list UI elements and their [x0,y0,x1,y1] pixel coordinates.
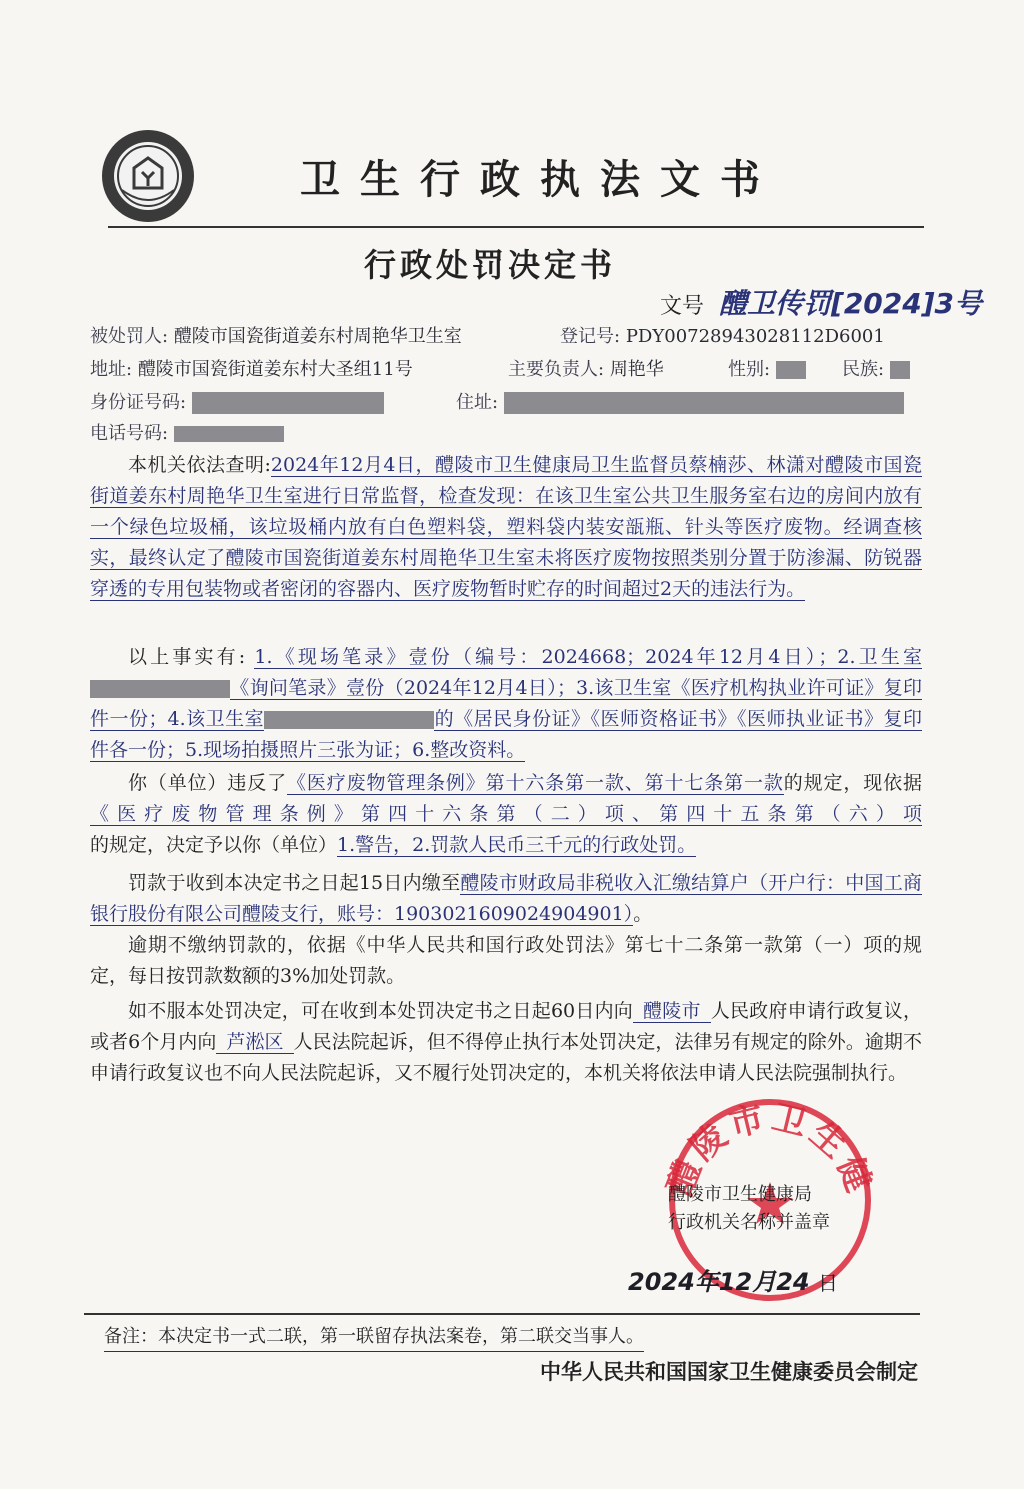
header-rule [108,226,924,228]
appeal-paragraph [90,996,922,1089]
footer-rule [84,1313,920,1315]
ethnic-label: 民族: [842,359,885,380]
decision-text-e: 的规定，决定予以你（单位） [90,834,338,856]
decision-basis-law: 《医疗废物管理条例》第四十六条第（二）项、第四十五条第（六）项 [90,803,922,825]
payment-paragraph [90,868,922,930]
id-redaction [192,392,384,414]
appeal-court: 芦淞区 [216,1031,293,1054]
facts-lead: 本机关依法查明: [128,454,271,476]
address-row [90,355,413,381]
phone-redaction [174,426,284,442]
evidence-redaction-2 [264,711,434,729]
decision-violated-law: 《医疗废物管理条例》第十六条第一款、第十七条第一款 [286,772,784,794]
appeal-text-a: 如不服本处罚决定，可在收到本处罚决定书之日起60日内向 [128,1000,634,1022]
health-inspection-emblem [100,128,196,224]
residence-row [456,388,904,414]
gender-label: 性别: [728,359,771,380]
gender-row [728,355,806,381]
decision-text-a: 你（单位）违反了 [128,772,287,794]
payment-text-c: 。 [633,903,653,925]
seal-text: 醴陵市卫生健 [660,1097,880,1202]
issuing-agency: 醴陵市卫生健康局 [668,1184,812,1205]
id-label: 身份证号码: [90,392,187,413]
issue-date-handwritten: 2024年12月24 [628,1268,810,1296]
evidence-text-b: 《询问笔录》壹份（2024年12月4日）；3.该卫生室《医疗机构执业许可证》复印件一份；4.该卫生室 [90,677,922,730]
document-number [660,282,982,322]
residence-label: 住址: [456,392,499,413]
party-name-value: 醴陵市国瓷街道姜东村周艳华卫生室 [173,326,462,347]
appeal-text-b: 人民政府申请行政复议，或者6个月内向 [90,1000,922,1053]
phone-row [90,419,284,445]
head-label: 主要负责人: [508,359,605,380]
document-sub-title: 行政处罚决定书 [363,246,616,284]
phone-label: 电话号码: [90,423,169,444]
evidence-lead: 以上事实有: [128,646,246,668]
gender-redaction [776,361,806,379]
payment-text-a: 罚款于收到本决定书之日起15日内缴至 [128,872,461,894]
late-payment-paragraph [90,930,922,992]
registration-row [560,322,885,348]
decision-penalty: 1.警告，2.罚款人民币三千元的行政处罚。 [337,834,697,856]
ethnic-redaction [890,361,910,379]
id-row [90,388,384,414]
facts-paragraph [90,450,922,605]
document-number-value: 醴卫传罚[2024]3号 [719,287,983,320]
footer-note: 备注：本决定书一式二联，第一联留存执法案卷，第二联交当事人。 [104,1322,644,1352]
signature-caption: 行政机关名称并盖章 [668,1212,830,1233]
appeal-government: 醴陵市 [633,1000,711,1023]
document-main-title: 卫生行政执法文书 [300,156,780,203]
evidence-paragraph [90,642,922,766]
head-row [508,355,664,381]
address-value: 醴陵市国瓷街道姜东村大圣组11号 [137,359,413,380]
address-label: 地址: [90,359,133,380]
evidence-redaction-1 [90,680,230,698]
decision-paragraph [90,768,922,861]
residence-redaction [504,392,904,414]
ethnic-row [842,355,910,381]
decision-text-c: 的规定，现依据 [783,772,922,794]
facts-text: 2024年12月4日，醴陵市卫生健康局卫生监督员蔡楠莎、林潇对醴陵市国瓷街道姜东村周艳华卫生室进行日常监督，检查发现：在该卫生室公共卫生服务室右边的房间内放有一个绿色垃圾桶，该垃圾桶内放有白色塑料袋，塑料袋内装安瓿瓶、针头等医疗废物。经调查核实，最终认定了醴陵市国瓷街道姜东村周艳华卫生室未将医疗废物按照类别分置于防渗漏、防锐器穿透的专用包装物或者密闭的容器内、医疗废物暂时贮存的时间超过2天的违法行为。 [90,454,923,600]
issue-date [628,1262,838,1297]
party-name-label: 被处罚人: [90,326,169,347]
late-payment-text: 逾期不缴纳罚款的，依据《中华人民共和国行政处罚法》第七十二条第一款第（一）项的规定，每日按罚款数额的3%加处罚款。 [90,934,922,987]
payment-account: 醴陵市财政局非税收入汇缴结算户（开户行：中国工商银行股份有限公司醴陵支行，账号：1903021609024904901） [90,872,922,925]
head-value: 周艳华 [609,359,664,380]
form-maker: 中华人民共和国国家卫生健康委员会制定 [540,1360,918,1384]
registration-value: PDY00728943028112D6001 [625,326,885,347]
party-name-row [90,322,462,348]
document-number-label: 文号 [660,294,705,319]
registration-label: 登记号: [560,326,621,347]
appeal-text-c: 人民法院起诉，但不得停止执行本处罚决定，法律另有规定的除外。逾期不申请行政复议也不向人民法院起诉，又不履行处罚决定的，本机关将依法申请人民法院强制执行。 [90,1031,922,1084]
evidence-text-c: 的《居民身份证》《医师资格证书》《医师执业证书》复印件各一份；5.现场拍摄照片三张为证；6.整改资料。 [90,708,922,761]
issue-date-day-suffix: 日 [817,1271,838,1295]
evidence-text-a: 1.《现场笔录》壹份（编号：2024668；2024年12月4日）；2.卫生室 [254,646,922,668]
